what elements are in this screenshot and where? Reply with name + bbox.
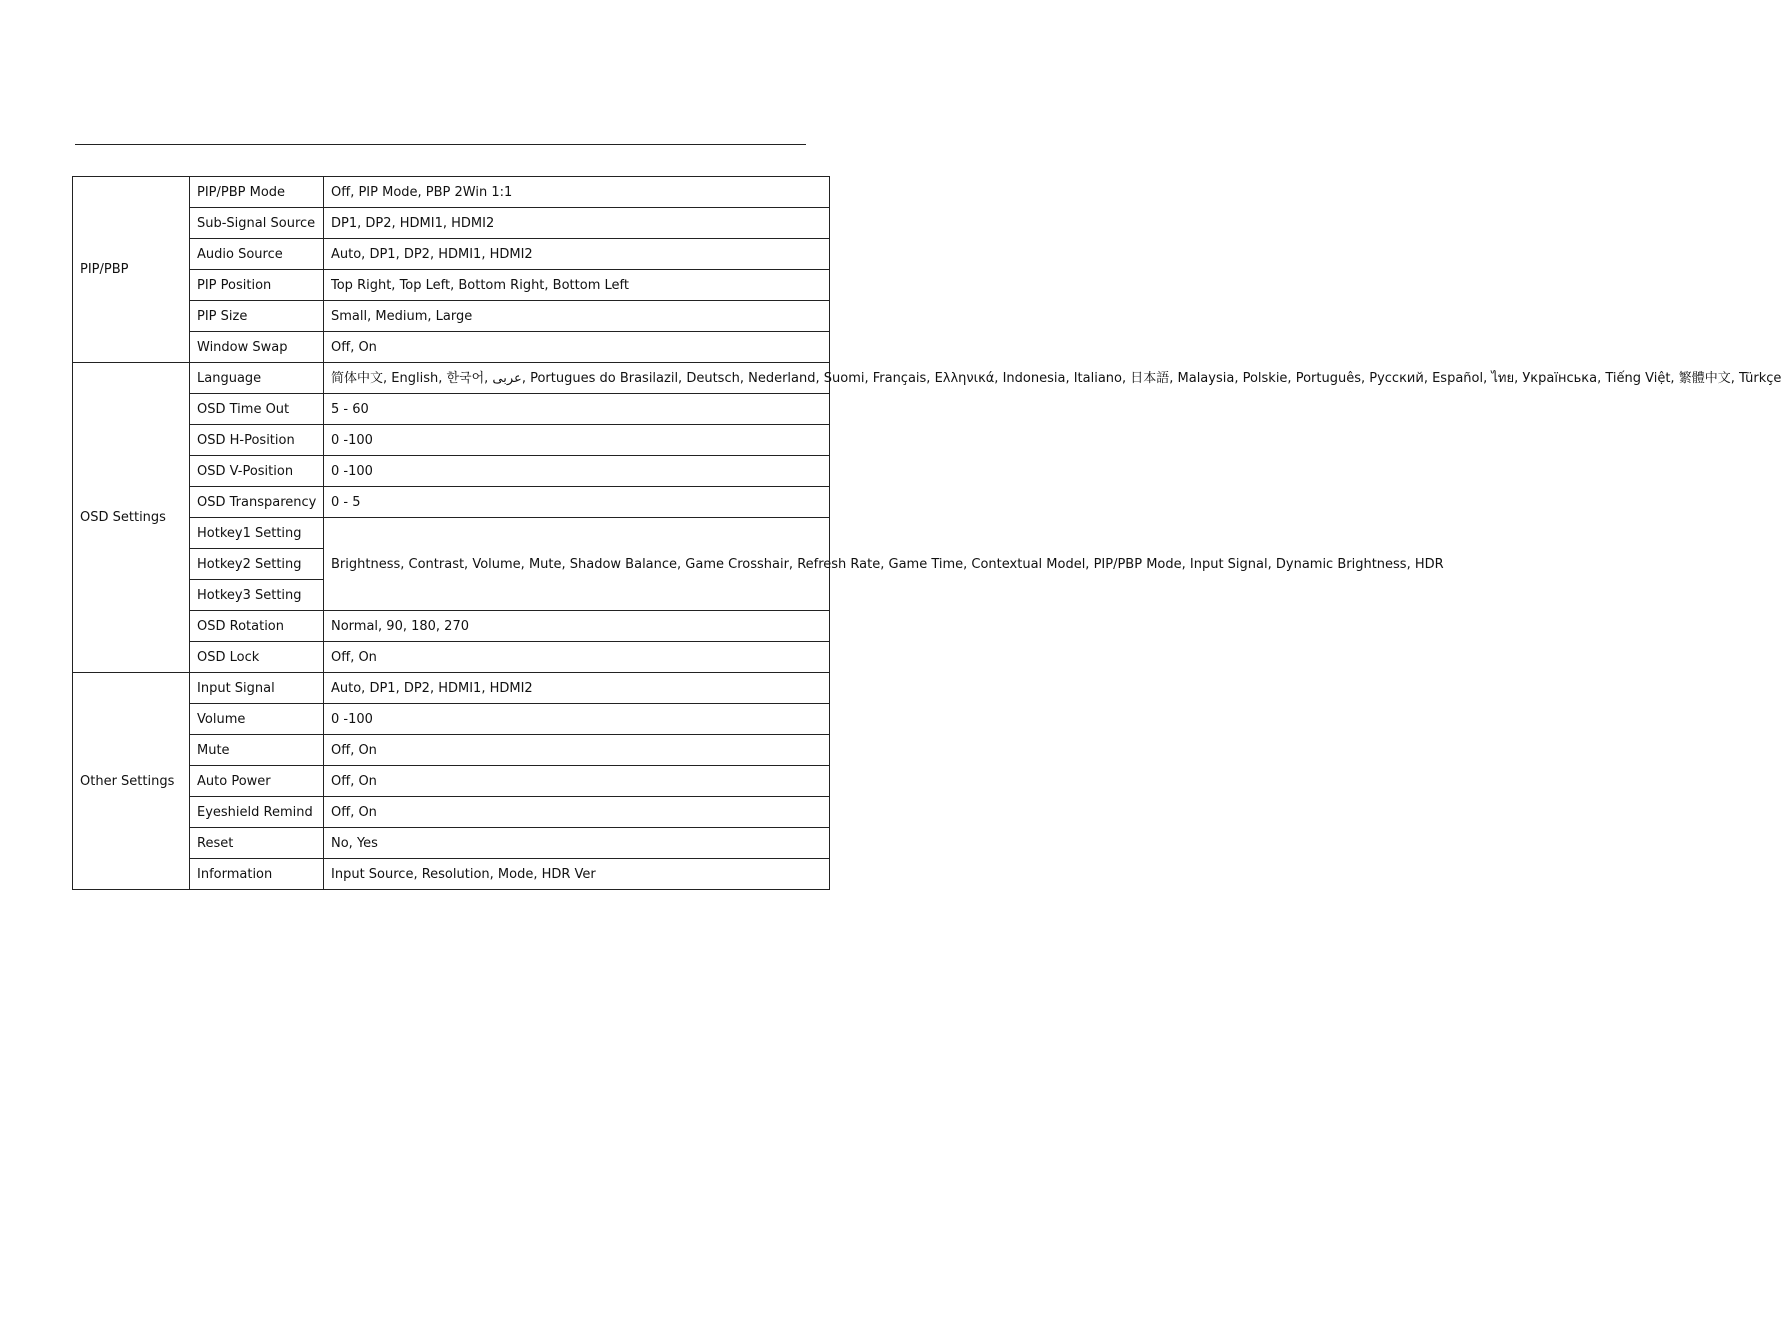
setting-options: 5 - 60 xyxy=(324,394,830,425)
setting-name: Mute xyxy=(190,735,324,766)
setting-options-hotkeys: Brightness, Contrast, Volume, Mute, Shadow Balance, Game Crosshair, Refresh Rate, Game Time, Contextual Model, PIP/PBP Mode, Input Signal, Dynamic Brightness, HDR xyxy=(324,518,830,611)
setting-options: Input Source, Resolution, Mode, HDR Ver xyxy=(324,859,830,890)
setting-options: No, Yes xyxy=(324,828,830,859)
setting-options: Small, Medium, Large xyxy=(324,301,830,332)
setting-name: Sub-Signal Source xyxy=(190,208,324,239)
setting-options: Off, On xyxy=(324,332,830,363)
table-row xyxy=(73,363,830,394)
osd-spec-table xyxy=(72,176,1781,890)
setting-name: PIP Position xyxy=(190,270,324,301)
setting-name: Input Signal xyxy=(190,673,324,704)
setting-name: Hotkey3 Setting xyxy=(190,580,324,611)
setting-name: Hotkey2 Setting xyxy=(190,549,324,580)
group-label-osd-settings: OSD Settings xyxy=(73,363,190,673)
setting-options: 0 - 5 xyxy=(324,487,830,518)
header-rule xyxy=(75,144,806,145)
setting-name: PIP/PBP Mode xyxy=(190,177,324,208)
setting-options: Top Right, Top Left, Bottom Right, Bottom Left xyxy=(324,270,830,301)
setting-options: Off, On xyxy=(324,766,830,797)
setting-name: Audio Source xyxy=(190,239,324,270)
setting-name: PIP Size xyxy=(190,301,324,332)
setting-name: OSD Lock xyxy=(190,642,324,673)
setting-name: OSD Time Out xyxy=(190,394,324,425)
setting-options: Off, PIP Mode, PBP 2Win 1:1 xyxy=(324,177,830,208)
table-row xyxy=(73,177,830,208)
group-label-pip-pbp: PIP/PBP xyxy=(73,177,190,363)
setting-options: Off, On xyxy=(324,797,830,828)
setting-name: Auto Power xyxy=(190,766,324,797)
setting-name: OSD V-Position xyxy=(190,456,324,487)
setting-name: Language xyxy=(190,363,324,394)
setting-options: Normal, 90, 180, 270 xyxy=(324,611,830,642)
setting-options: 0 -100 xyxy=(324,425,830,456)
setting-options: DP1, DP2, HDMI1, HDMI2 xyxy=(324,208,830,239)
setting-name: OSD Transparency xyxy=(190,487,324,518)
setting-name: Hotkey1 Setting xyxy=(190,518,324,549)
setting-options-language: 简体中文, English, 한국어, عربى, Portugues do Brasilazil, Deutsch, Nederland, Suomi, Français, Ελληνικά, Indonesia, Italiano, 日本語, Malaysia, Polskie, Português, Русский, Español, ไทย, Українська, Tiếng Việt, 繁體中文, Türkçe xyxy=(324,363,830,394)
setting-options: 0 -100 xyxy=(324,456,830,487)
group-label-other-settings: Other Settings xyxy=(73,673,190,890)
table-row xyxy=(73,673,830,704)
setting-options: 0 -100 xyxy=(324,704,830,735)
setting-name: Reset xyxy=(190,828,324,859)
setting-name: Volume xyxy=(190,704,324,735)
setting-name: Eyeshield Remind xyxy=(190,797,324,828)
setting-options: Auto, DP1, DP2, HDMI1, HDMI2 xyxy=(324,239,830,270)
setting-name: OSD Rotation xyxy=(190,611,324,642)
setting-name: Information xyxy=(190,859,324,890)
setting-options: Auto, DP1, DP2, HDMI1, HDMI2 xyxy=(324,673,830,704)
setting-name: OSD H-Position xyxy=(190,425,324,456)
setting-options: Off, On xyxy=(324,735,830,766)
setting-name: Window Swap xyxy=(190,332,324,363)
setting-options: Off, On xyxy=(324,642,830,673)
